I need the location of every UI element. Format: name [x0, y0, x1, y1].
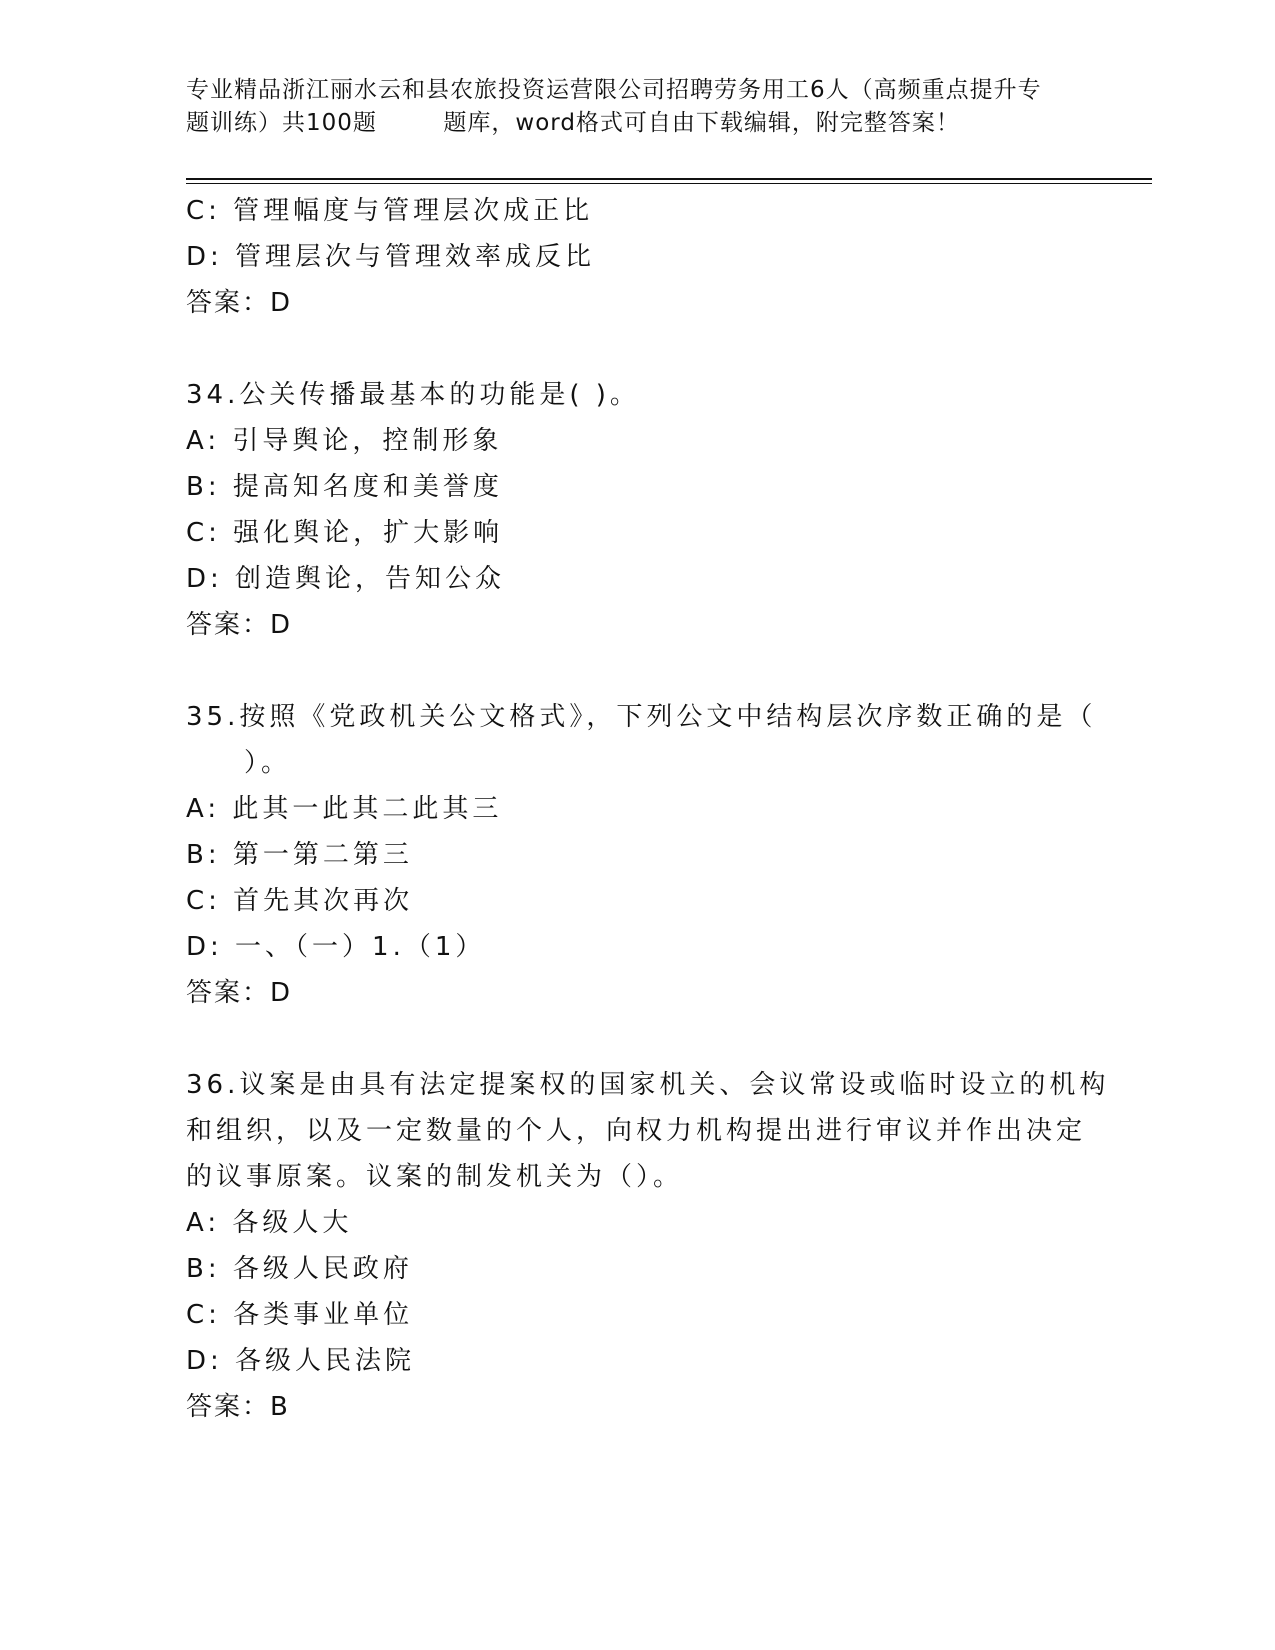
spacer [186, 648, 1086, 694]
option-c: C: 强化舆论，扩大影响 [186, 518, 504, 548]
header-line-2: 题训练）共100题 题库，word格式可自由下载编辑，附完整答案！ [186, 110, 960, 136]
question-stem-line-3: 的议事原案。议案的制发机关为（）。 [186, 1162, 684, 1192]
question-stem: 34.公关传播最基本的功能是( )。 [186, 380, 640, 410]
question-stem-line-2: 和组织，以及一定数量的个人，向权力机构提出进行审议并作出决定 [186, 1116, 1087, 1146]
option-b: B: 各级人民政府 [186, 1254, 413, 1284]
question-33-tail [186, 188, 1086, 326]
spacer [186, 1016, 1086, 1062]
option-c: C: 各类事业单位 [186, 1300, 414, 1330]
option-d: D: 管理层次与管理效率成反比 [186, 242, 596, 272]
option-b: B: 提高知名度和美誉度 [186, 472, 503, 502]
question-stem-line-2: ）。 [244, 748, 292, 778]
option-d: D: 各级人民法院 [186, 1346, 416, 1376]
option-a: A: 引导舆论，控制形象 [186, 426, 503, 456]
option-a: A: 各级人大 [186, 1208, 353, 1238]
question-stem-line-1: 36.议案是由具有法定提案权的国家机关、会议常设或临时设立的机构 [186, 1070, 1110, 1100]
option-c: C: 首先其次再次 [186, 886, 414, 916]
option-b: B: 第一第二第三 [186, 840, 413, 870]
option-d: D: 创造舆论，告知公众 [186, 564, 506, 594]
header-line-1: 专业精品浙江丽水云和县农旅投资运营限公司招聘劳务用工6人（高频重点提升专 [186, 77, 1042, 103]
question-34 [186, 372, 1086, 648]
option-c: C: 管理幅度与管理层次成正比 [186, 196, 594, 226]
answer-label: 答案：B [186, 1392, 290, 1422]
question-36 [186, 1062, 1110, 1430]
answer-label: 答案：D [186, 610, 293, 640]
header-divider-thin [186, 183, 1152, 184]
answer-label: 答案：D [186, 288, 293, 318]
spacer [186, 326, 1086, 372]
answer-label: 答案：D [186, 978, 293, 1008]
option-d: D: 一、（一）1.（1） [186, 932, 486, 962]
question-35 [186, 694, 1097, 1016]
question-stem-line-1: 35.按照《党政机关公文格式》，下列公文中结构层次序数正确的是（ [186, 702, 1097, 732]
document-header [186, 74, 1086, 140]
question-content [186, 188, 1110, 1430]
option-a: A: 此其一此其二此其三 [186, 794, 503, 824]
header-divider-thick [186, 178, 1152, 180]
